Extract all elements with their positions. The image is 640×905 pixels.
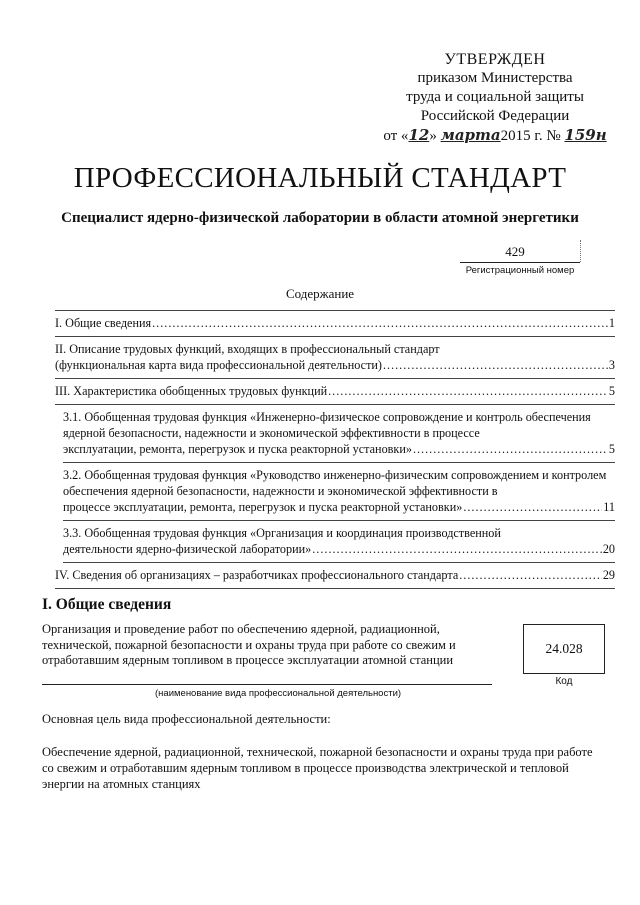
toc-item-2[interactable] xyxy=(55,337,615,379)
toc-item-3-1[interactable] xyxy=(63,405,615,463)
handwritten-month: марта xyxy=(440,126,501,144)
activity-name: Организация и проведение работ по обеспечению ядерной, радиационной, технической, пожарной безопасности и охраны труда при работе со свежим и отработавшим ядерным топливом в процессе эксплуатации атомной станции xyxy=(42,622,456,667)
toc-item-text: 3.1. Обобщенная трудовая функция «Инженерно-физическое сопровождение и контроль обеспечения ядерной безопасности, надежности и экономической эффективности в процессе xyxy=(63,410,591,440)
toc-page-number: 20 xyxy=(602,542,615,556)
table-of-contents xyxy=(55,310,615,589)
toc-page-number: 29 xyxy=(602,568,615,582)
toc-item-text: I. Общие сведения xyxy=(55,316,152,330)
registration-underline xyxy=(460,262,580,263)
toc-item-text: IV. Сведения об организациях – разработчиках профессионального стандарта xyxy=(55,568,459,582)
toc-item-text: III. Характеристика обобщенных трудовых функций xyxy=(55,384,328,398)
activity-code-box xyxy=(523,624,605,674)
registration-box-edge xyxy=(580,240,581,262)
code-label: Код xyxy=(555,676,573,687)
toc-page-number: 1 xyxy=(608,316,615,330)
toc-item-4[interactable] xyxy=(55,563,615,589)
approval-heading: УТВЕРЖДЕН xyxy=(444,51,546,68)
approval-line-2: труда и социальной защиты xyxy=(406,89,584,105)
registration-number: 429 xyxy=(505,244,525,259)
toc-item-text: процессе эксплуатации, ремонта, перегрузок и пуска реакторной установки» xyxy=(63,500,463,514)
date-prefix: от « xyxy=(383,128,409,144)
toc-item-3-2[interactable] xyxy=(63,463,615,521)
date-year: 2015 г. № xyxy=(500,128,561,144)
date-mid: » xyxy=(429,128,437,144)
toc-item-text: 3.2. Обобщенная трудовая функция «Руководство инженерно-физическим сопровождением и контролем обеспечения ядерной безопасности, надежности и экономической эффективности в xyxy=(63,468,607,498)
document-subtitle: Специалист ядерно-физической лаборатории в области атомной энергетики xyxy=(61,210,579,226)
approval-line-1: приказом Министерства xyxy=(417,70,573,86)
approval-line-3: Российской Федерации xyxy=(420,108,570,124)
toc-leader xyxy=(413,441,608,457)
section-heading: I. Общие сведения xyxy=(42,596,172,613)
toc-leader xyxy=(459,567,602,583)
handwritten-day: 12 xyxy=(408,126,430,144)
toc-item-text: эксплуатации, ремонта, перегрузок и пуска реакторной установки» xyxy=(63,442,412,456)
toc-item-text: 3.3. Обобщенная трудовая функция «Организация и координация производственной xyxy=(63,526,501,540)
approval-block xyxy=(370,50,620,146)
goal-label: Основная цель вида профессиональной деятельности: xyxy=(42,712,331,726)
activity-underline xyxy=(42,684,492,685)
toc-leader xyxy=(383,357,608,373)
approval-date-line xyxy=(370,126,620,146)
toc-leader xyxy=(463,499,602,515)
toc-leader xyxy=(328,383,608,399)
goal-text: Обеспечение ядерной, радиационной, технической, пожарной безопасности и охраны труда при работе со свежим и отработавшим ядерным топливом в процессе производства электрической и тепловой энергии на атомных станциях xyxy=(42,745,593,791)
contents-title: Содержание xyxy=(285,286,355,301)
toc-item-1[interactable] xyxy=(55,310,615,337)
toc-item-3[interactable] xyxy=(55,379,615,405)
toc-item-3-3[interactable] xyxy=(63,521,615,563)
toc-page-number: 3 xyxy=(608,358,615,372)
toc-page-number: 11 xyxy=(603,500,615,514)
activity-caption: (наименование вида профессиональной деятельности) xyxy=(155,688,402,699)
activity-code: 24.028 xyxy=(545,641,583,656)
handwritten-order-number: 159н xyxy=(564,126,607,144)
toc-item-text: деятельности ядерно-физической лаборатории» xyxy=(63,542,312,556)
toc-page-number: 5 xyxy=(608,384,615,398)
toc-item-text: (функциональная карта вида профессиональной деятельности) xyxy=(55,358,382,372)
toc-item-text: II. Описание трудовых функций, входящих в профессиональный стандарт xyxy=(55,342,440,356)
toc-page-number: 5 xyxy=(608,442,615,456)
registration-label: Регистрационный номер xyxy=(465,265,575,276)
toc-leader xyxy=(312,541,602,557)
toc-leader xyxy=(152,315,608,331)
document-title: ПРОФЕССИОНАЛЬНЫЙ СТАНДАРТ xyxy=(73,162,567,194)
